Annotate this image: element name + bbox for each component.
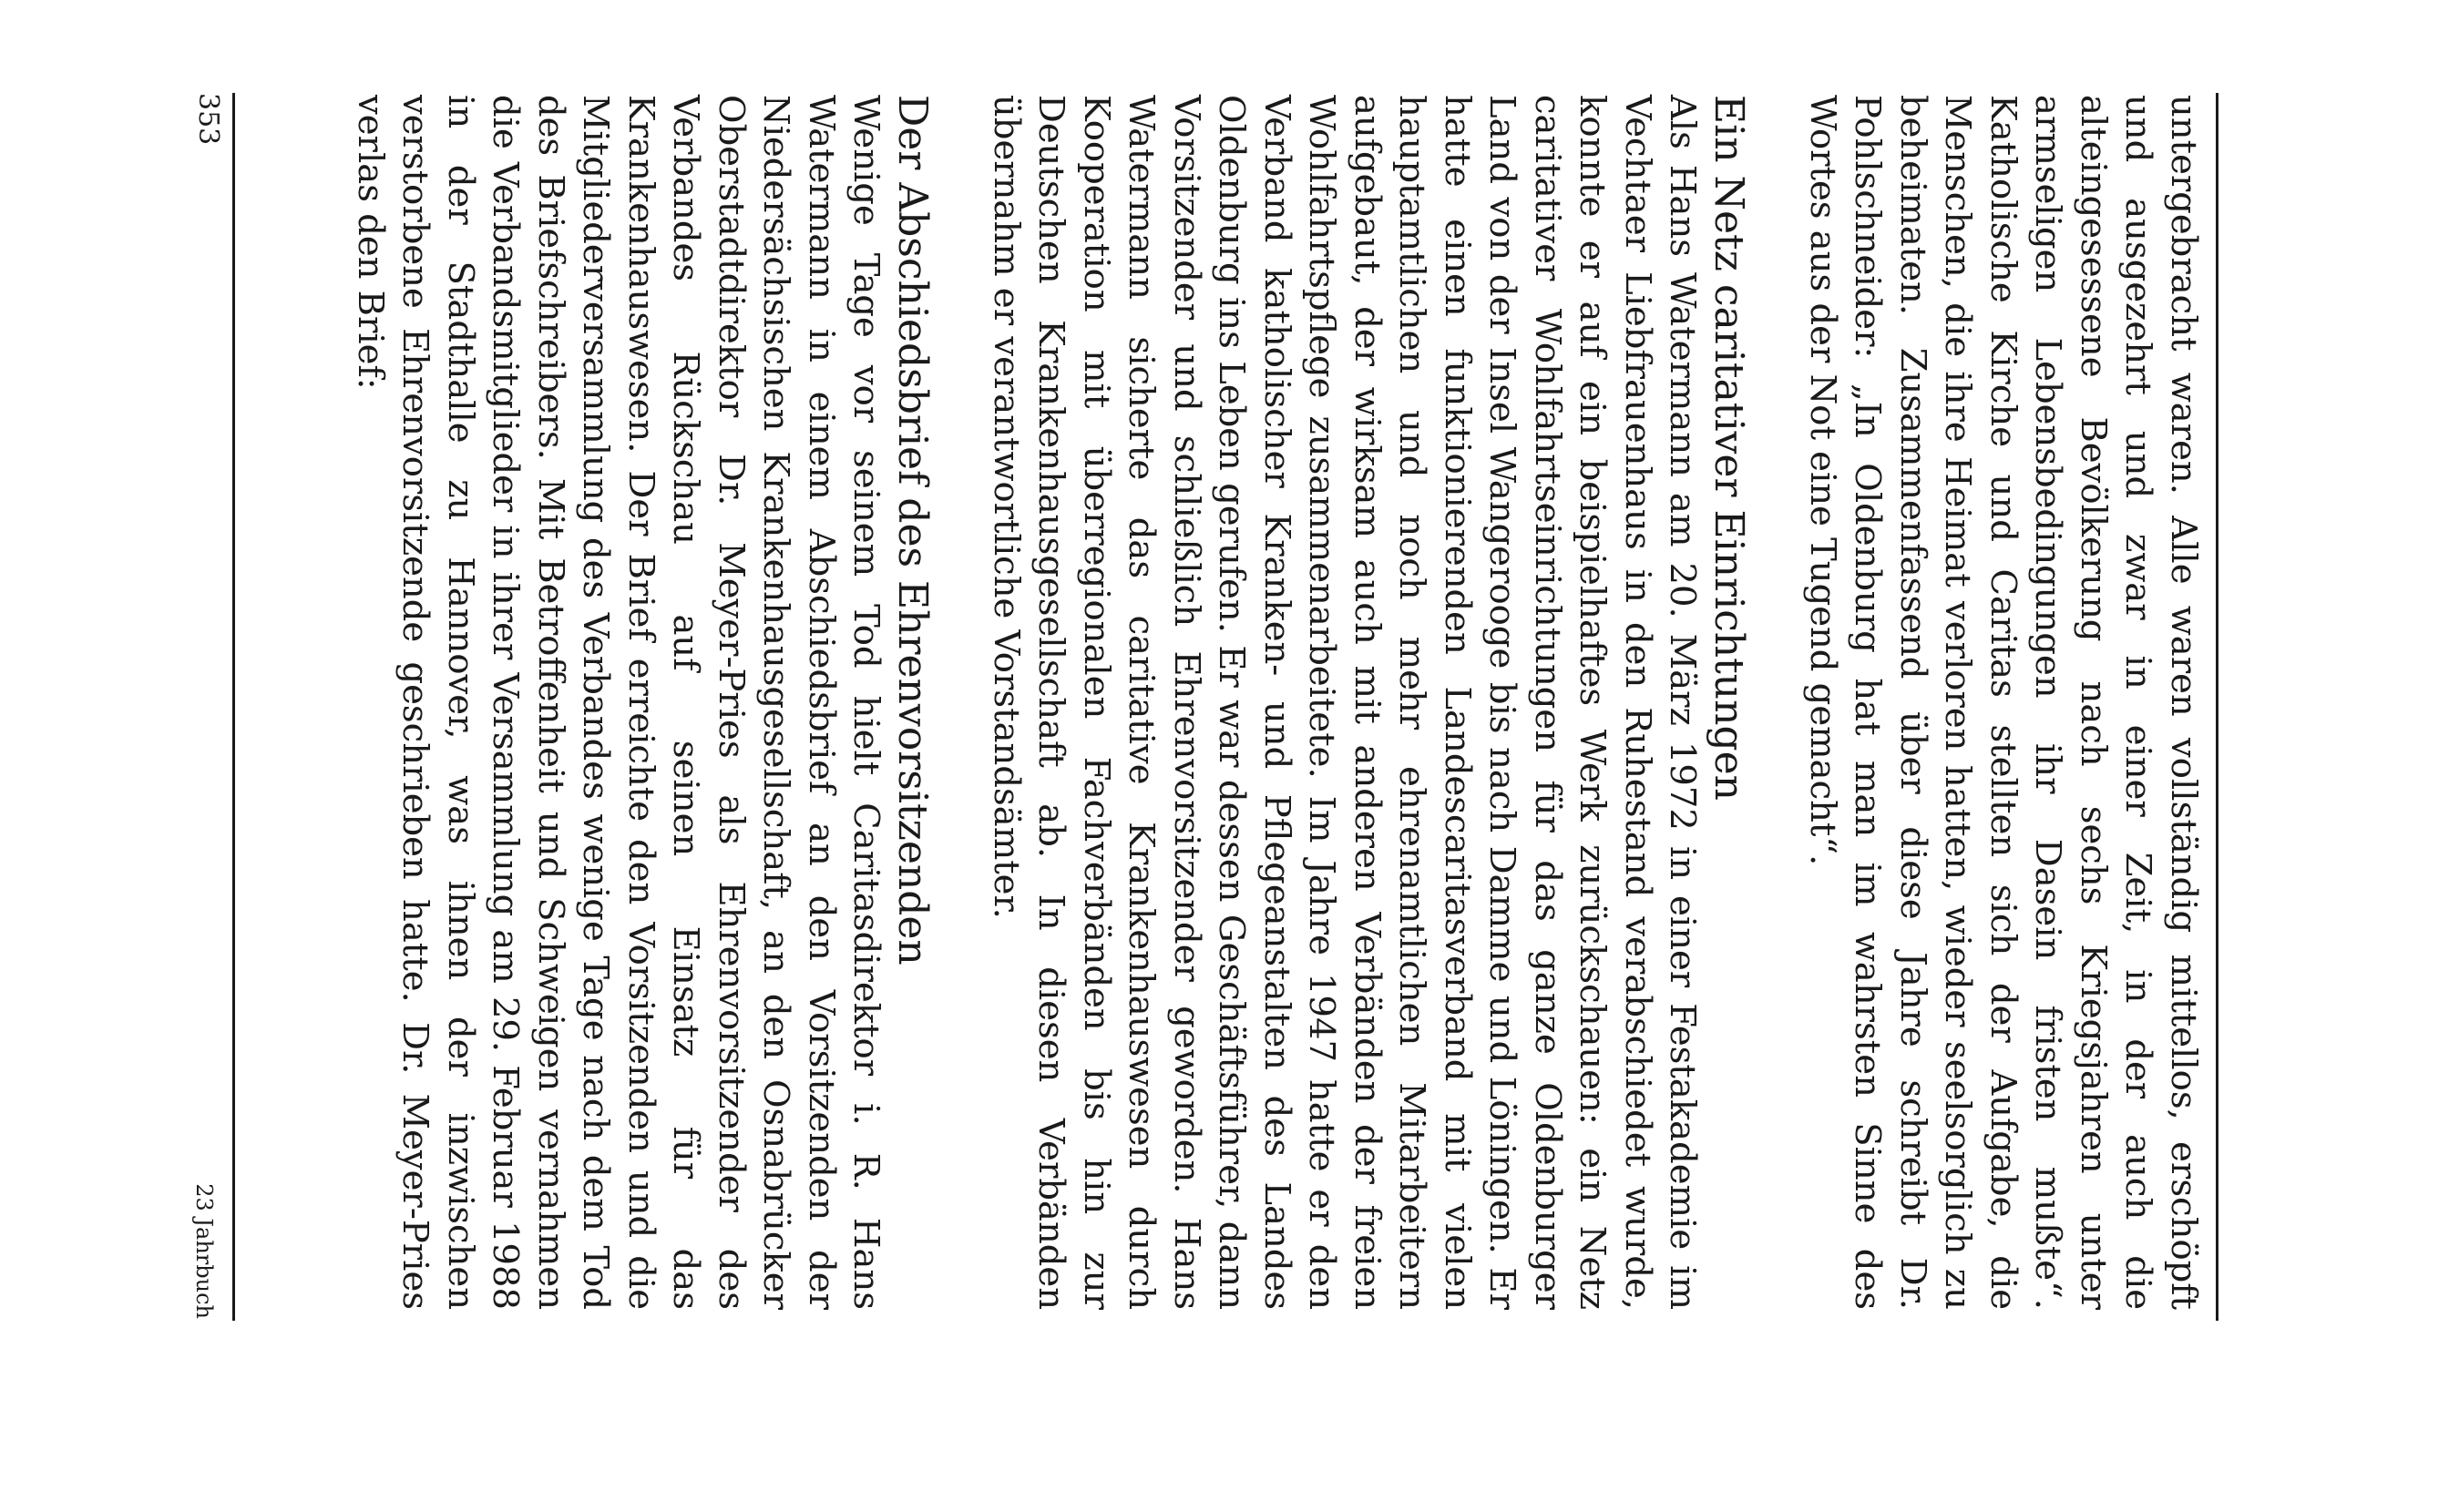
body-text — [348, 95, 2207, 1310]
section-paragraph-abschiedsbrief: Wenige Tage vor seinem Tod hielt Caritasdirektor i. R. Hans Watermann in einem Abschiedsbrief an den Vorsitzenden der Niedersächsischen Krankenhausgesellschaft, an den Osnabrücker Oberstadtdirektor Dr. Meyer-Pries als Ehrenvorsitzender des Verbandes Rückschau auf seinen Einsatz für das Krankenhauswesen. Der Brief erreichte den Vorsitzenden und die Mitgliederversammlung des Verbandes wenige Tage nach dem Tod des Briefschreibers. Mit Betroffenheit und Schweigen vernahmen die Verbandsmitglieder in ihrer Versammlung am 29. Februar 1988 in der Stadthalle zu Hannover, was ihnen der inzwischen verstorbene Ehrenvorsitzende geschrieben hatte. Dr. Meyer-Pries verlas den Brief: — [350, 95, 887, 1310]
footer-rule — [232, 93, 235, 1321]
section-paragraph-netz: Als Hans Watermann am 20. März 1972 in einer Festakademie im Vechtaer Liebfrauenhaus in den Ruhestand verabschiedet wurde, konnte er auf ein beispielhaftes Werk zurückschauen: ein Netz caritativer Wohlfahrtseinrichtungen für das ganze Oldenburger Land von der Insel Wangerooge bis nach Damme und Löningen. Er hatte einen funktionierenden Landescaritasverband mit vielen hauptamtlichen und noch mehr ehrenamtlichen Mitarbeitern aufgebaut, der wirksam auch mit anderen Verbänden der freien Wohlfahrtspflege zusammenarbeitete. Im Jahre 1947 hatte er den Verband katholischer Kranken- und Pflegeanstalten des Landes Oldenburg ins Leben gerufen. Er war dessen Geschäftsführer, dann Vorsitzender und schließlich Ehrenvorsitzender geworden. Hans Watermann sicherte das caritative Krankenhauswesen durch Kooperation mit überregionalen Fachverbänden bis hin zur Deutschen Krankenhausgesellschaft ab. In diesen Verbänden übernahm er verantwortliche Vorstandsämter. — [986, 95, 1704, 1310]
intro-paragraph: untergebracht waren. Alle waren vollständig mittellos, erschöpft und ausgezehrt und zwar in einer Zeit, in der auch die alteingesessene Bevölkerung nach sechs Kriegsjahren unter armseligen Lebensbedingungen ihr Dasein fristen mußte“. Katholische Kirche und Caritas stellten sich der Aufgabe, die Menschen, die ihre Heimat verloren hatten, wieder seelsorglich zu beheimaten. Zusammenfassend über diese Jahre schreibt Dr. Pohlschneider: „In Oldenburg hat man im wahrsten Sinne des Wortes aus der Not eine Tugend gemacht“. — [1802, 95, 2204, 1310]
section-heading-abschiedsbrief: Der Abschiedsbrief des Ehrenvorsitzenden — [889, 95, 937, 965]
section-heading-netz: Ein Netz caritativer Einrichtungen — [1706, 95, 1753, 801]
footer-signature: 23 Jahrbuch — [191, 1183, 217, 1319]
header-rule — [2216, 93, 2218, 1321]
page-number: 353 — [192, 93, 224, 146]
